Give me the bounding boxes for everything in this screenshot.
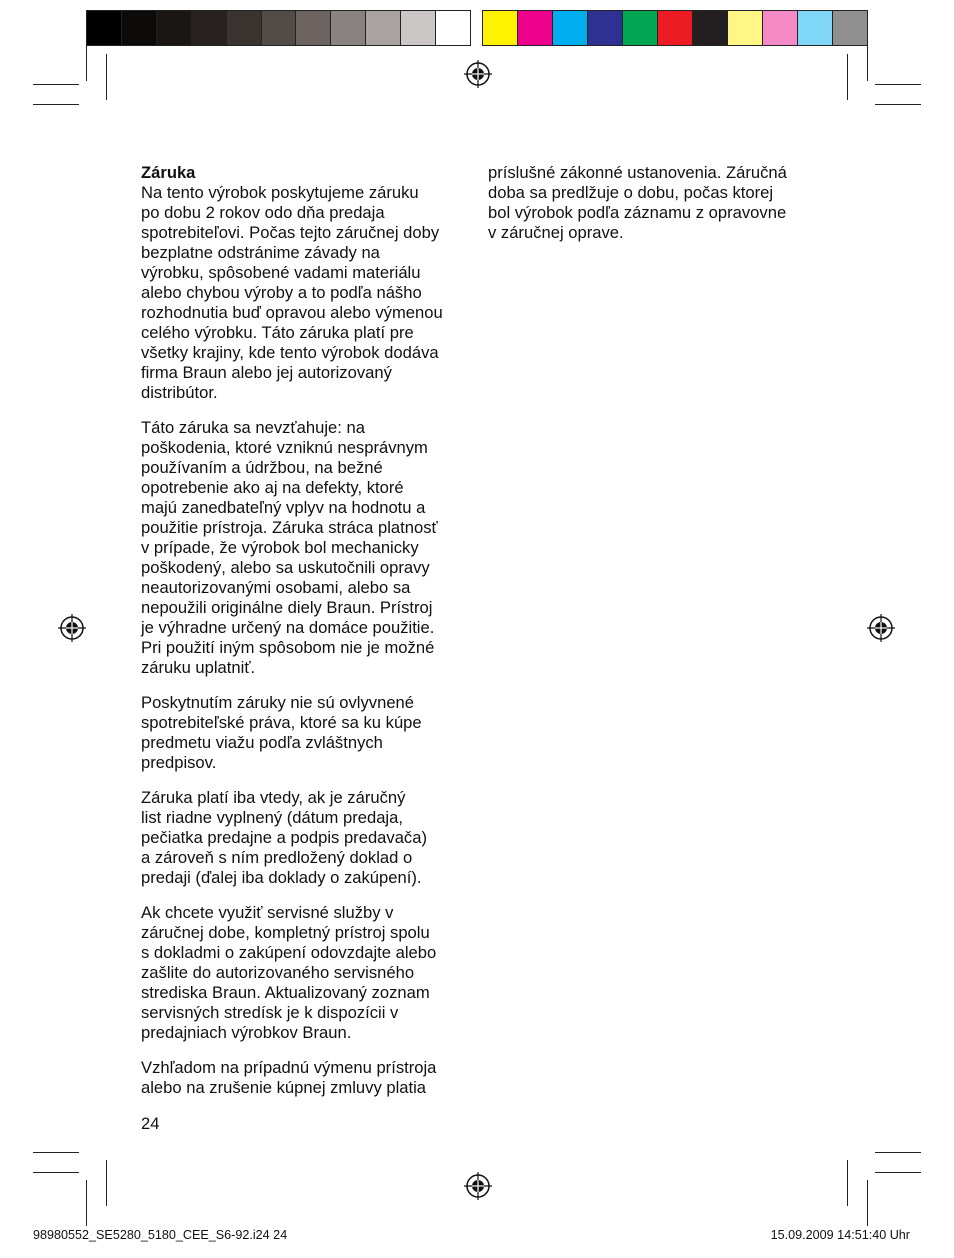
footer-timestamp: 15.09.2009 14:51:40 Uhr [770, 1228, 910, 1242]
crop-mark [106, 54, 107, 100]
crop-mark [875, 84, 921, 85]
process-color-bar [482, 10, 868, 46]
registration-mark-icon [867, 614, 895, 642]
crop-mark [875, 104, 921, 105]
footer-file-info: 98980552_SE5280_5180_CEE_S6-92.i24 24 [33, 1228, 288, 1242]
color-swatch [763, 11, 798, 45]
crop-mark [867, 35, 868, 81]
registration-mark-icon [58, 614, 86, 642]
crop-mark [86, 1180, 87, 1226]
gray-swatch [296, 11, 331, 45]
gray-swatch [366, 11, 401, 45]
right-text-column [488, 163, 818, 258]
color-swatch [588, 11, 623, 45]
color-swatch [693, 11, 728, 45]
gray-swatch [87, 11, 122, 45]
paragraph: Vzhľadom na prípadnú výmenu prístroja alebo na zrušenie kúpnej zmluvy platia [141, 1058, 437, 1097]
gray-swatch [436, 11, 470, 45]
crop-mark [847, 54, 848, 100]
color-swatch [798, 11, 833, 45]
paragraph: Poskytnutím záruky nie sú ovlyvnené spotrebiteľské práva, ktoré sa ku kúpe predmetu viažu podľa zvláštnych predpisov. [141, 693, 422, 772]
left-text-column [141, 163, 471, 1113]
gray-swatch [157, 11, 192, 45]
color-swatch [833, 11, 867, 45]
color-swatch [623, 11, 658, 45]
gray-swatch [401, 11, 436, 45]
crop-mark [106, 1160, 107, 1206]
gray-swatch [192, 11, 227, 45]
color-swatch [658, 11, 693, 45]
page-number: 24 [141, 1114, 160, 1133]
color-swatch [483, 11, 518, 45]
crop-mark [847, 1160, 848, 1206]
gray-swatch [331, 11, 366, 45]
crop-mark [875, 1172, 921, 1173]
crop-mark [33, 1152, 79, 1153]
paragraph: Na tento výrobok poskytujeme záruku po dobu 2 rokov odo dňa predaja spotrebiteľovi. Počas tejto záručnej doby bezplatne odstránime závady na výrobku, spôsobené vadami materiálu alebo chybou výroby a to podľa nášho rozhodnutia buď opravou alebo výmenou celého výrobku. Táto záruka platí pre všetky krajiny, kde tento výrobok dodáva firma Braun alebo jej autorizovaný distribútor. [141, 183, 443, 402]
registration-mark-icon [464, 60, 492, 88]
section-heading: Záruka [141, 163, 196, 182]
color-swatch [728, 11, 763, 45]
paragraph: Záruka platí iba vtedy, ak je záručný list riadne vyplnený (dátum predaja, pečiatka predajne a podpis predavača) a zároveň s ním predložený doklad o predaji (ďalej iba doklady o zakúpení). [141, 788, 427, 887]
color-swatch [553, 11, 588, 45]
crop-mark [33, 84, 79, 85]
paragraph: príslušné zákonné ustanovenia. Záručná doba sa predlžuje o dobu, počas ktorej bol výrobok podľa záznamu z opravovne v záručnej oprave. [488, 163, 787, 242]
gray-swatch [122, 11, 157, 45]
crop-mark [867, 1180, 868, 1226]
paragraph: Ak chcete využiť servisné služby v záručnej dobe, kompletný prístroj spolu s dokladmi o zakúpení odovzdajte alebo zašlite do autorizovaného servisného strediska Braun. Aktualizovaný zoznam servisných stredísk je k dispozícii v predajniach výrobkov Braun. [141, 903, 437, 1042]
grayscale-color-bar [86, 10, 471, 46]
registration-mark-icon [464, 1172, 492, 1200]
gray-swatch [227, 11, 262, 45]
color-swatch [518, 11, 553, 45]
paragraph: Táto záruka sa nevzťahuje: na poškodenia, ktoré vzniknú nesprávnym používaním a údržbou, na bežné opotrebenie ako aj na defekty, ktoré majú zanedbateľný vplyv na hodnotu a použitie prístroja. Záruka stráca platnosť v prípade, že výrobok bol mechanicky poškodený, alebo sa uskutočnili opravy neautorizovanými osobami, alebo sa nepoužili originálne diely Braun. Prístroj je výhradne určený na domáce použitie. Pri použití iným spôsobom nie je možné záruku uplatniť. [141, 418, 438, 677]
crop-mark [33, 104, 79, 105]
crop-mark [875, 1152, 921, 1153]
gray-swatch [262, 11, 297, 45]
crop-mark [86, 35, 87, 81]
crop-mark [33, 1172, 79, 1173]
